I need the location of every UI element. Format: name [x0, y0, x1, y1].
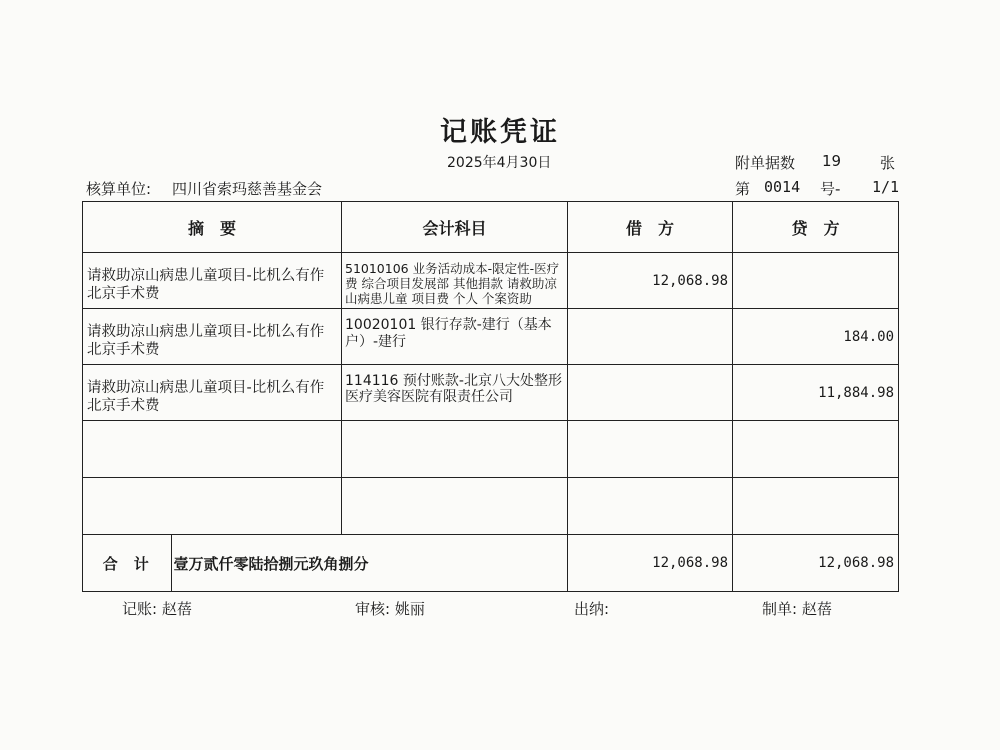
- header-debit: 借 方: [568, 202, 733, 253]
- bookkeeper: 记账: 赵蓓: [122, 600, 192, 618]
- accounting-unit-name: 四川省索玛慈善基金会: [172, 180, 323, 198]
- voucher-date: 2025年4月30日: [447, 155, 552, 171]
- empty-cell: [568, 421, 733, 478]
- total-label: 合计: [83, 535, 171, 591]
- empty-row: [83, 421, 899, 478]
- attachments-unit: 张: [880, 154, 896, 172]
- empty-cell: [83, 421, 342, 478]
- row-debit: [568, 309, 733, 365]
- header-account: 会计科目: [342, 202, 568, 253]
- attachments-label: 附单据数: [735, 154, 796, 172]
- header-row: [83, 202, 899, 253]
- cashier: 出纳:: [574, 600, 610, 618]
- attachments-count: 19: [822, 152, 842, 170]
- total-row: [83, 535, 899, 592]
- table-row: [83, 365, 899, 421]
- empty-cell: [83, 478, 342, 535]
- row-debit: 12,068.98: [568, 253, 733, 309]
- row-account: 114116 预付账款-北京八大处整形医疗美容医院有限责任公司: [342, 365, 568, 421]
- total-debit: 12,068.98: [568, 535, 733, 592]
- row-debit: [568, 365, 733, 421]
- row-summary: 请救助凉山病患儿童项目-比机么有作北京手术费: [83, 309, 342, 365]
- row-credit: 184.00: [733, 309, 899, 365]
- voucher-title: 记账凭证: [440, 117, 560, 148]
- empty-cell: [733, 478, 899, 535]
- header-summary: 摘 要: [83, 202, 342, 253]
- voucher-number-suffix: 号-: [820, 180, 841, 198]
- reviewer: 审核: 姚丽: [355, 600, 425, 618]
- voucher-table: [82, 201, 899, 592]
- table-row: [83, 253, 899, 309]
- total-inner: [83, 535, 567, 591]
- table-row: [83, 309, 899, 365]
- empty-cell: [568, 478, 733, 535]
- row-account: 10020101 银行存款-建行（基本户）-建行: [342, 309, 568, 365]
- empty-cell: [733, 421, 899, 478]
- empty-row: [83, 478, 899, 535]
- accounting-unit-label: 核算单位:: [86, 180, 152, 198]
- header-credit: 贷 方: [733, 202, 899, 253]
- voucher-page: 1/1: [872, 178, 900, 196]
- row-summary: 请救助凉山病患儿童项目-比机么有作北京手术费: [83, 253, 342, 309]
- preparer: 制单: 赵蓓: [762, 600, 832, 618]
- empty-cell: [342, 478, 568, 535]
- voucher-number: 0014: [764, 178, 801, 196]
- total-left-cell: [83, 535, 568, 592]
- total-credit: 12,068.98: [733, 535, 899, 592]
- row-summary: 请救助凉山病患儿童项目-比机么有作北京手术费: [83, 365, 342, 421]
- voucher-number-label: 第: [735, 180, 751, 198]
- row-credit: [733, 253, 899, 309]
- empty-cell: [342, 421, 568, 478]
- row-credit: 11,884.98: [733, 365, 899, 421]
- total-amount-words: 壹万贰仟零陆拾捌元玖角捌分: [173, 554, 369, 573]
- row-account: 51010106 业务活动成本-限定性-医疗费 综合项目发展部 其他捐款 请救助凉山病患儿童 项目费 个人 个案资助: [342, 253, 568, 309]
